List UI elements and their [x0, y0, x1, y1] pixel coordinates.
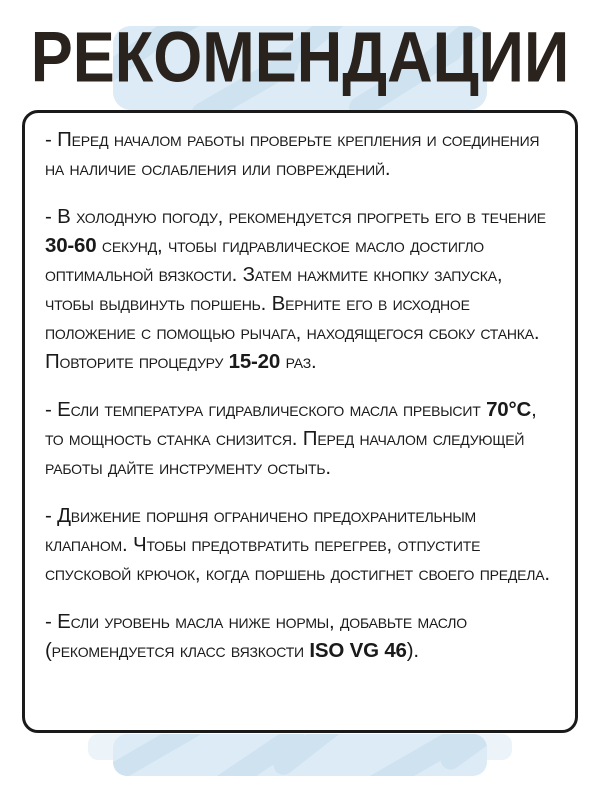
text-segment: - Движение поршня ограничено предохранительным клапаном. Чтобы предотвратить перегрев, отпустите спусковой крючок, когда поршень достигнет своего предела.: [45, 504, 550, 585]
text-segment: - В холодную погоду, рекомендуется прогреть его в течение: [45, 205, 546, 228]
text-segment: ).: [406, 639, 419, 662]
text-segment: , то мощность станка снизится. Перед началом следующей работы дайте инструменту остыть.: [45, 398, 537, 479]
text-segment: ISO VG 46: [309, 639, 407, 662]
text-segment: секунд, чтобы гидравлическое масло достигло оптимальной вязкости. Затем нажмите кнопку запуска, чтобы выдвинуть поршень. Верните его в исходное положение с помощью рычага, находящегося сбоку станка. Повторите процедуру: [45, 234, 540, 373]
page-title: РЕКОМЕНДАЦИИ: [30, 17, 570, 98]
pattern-stroke: [113, 734, 207, 776]
text-segment: - Если температура гидравлического масла превысит: [45, 398, 487, 421]
recommendation-paragraph: [45, 395, 555, 482]
recommendation-paragraph: [45, 202, 555, 376]
text-segment: - Если уровень масла ниже нормы, добавьте масло (рекомендуется класс вязкости: [45, 610, 467, 662]
recommendation-paragraph: [45, 125, 555, 183]
text-segment: раз.: [280, 350, 317, 373]
text-segment: 30-60: [45, 234, 97, 257]
text-segment: 15-20: [228, 350, 281, 373]
text-segment: 70°C: [486, 398, 532, 421]
recommendations-panel: [22, 110, 578, 733]
recommendation-paragraph: [45, 501, 555, 588]
text-segment: - Перед началом работы проверьте крепления и соединения на наличие ослабления или повреждений.: [45, 128, 540, 180]
recommendations-list: [45, 125, 555, 665]
recommendation-paragraph: [45, 607, 555, 665]
bottom-backdrop: [113, 734, 487, 776]
